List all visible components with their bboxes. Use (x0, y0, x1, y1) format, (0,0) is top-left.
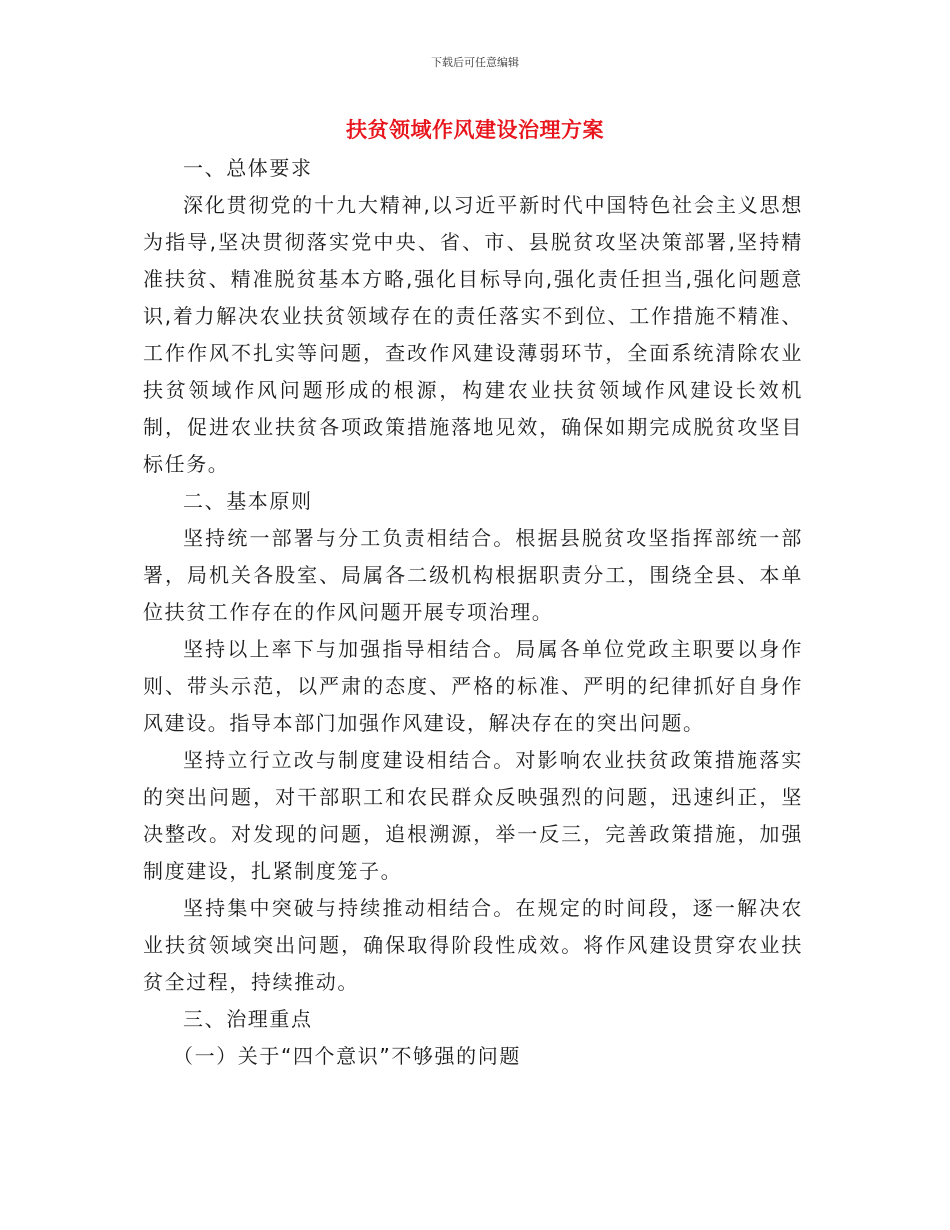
paragraph-principle-unified-deployment: 坚持统一部署与分工负责相结合。根据县脱贫攻坚指挥部统一部署，局机关各股室、局属各二级机构根据职责分工，围绕全县、本单位扶贫工作存在的作风问题开展专项治理。 (143, 526, 803, 624)
document-body (143, 150, 803, 1075)
section-heading-governance-focus: 三、治理重点 (183, 1007, 313, 1031)
header-note: 下载后可任意编辑 (431, 56, 519, 69)
document-title: 扶贫领域作风建设治理方案 (346, 118, 604, 142)
paragraph-principle-immediate-rectification: 坚持立行立改与制度建设相结合。对影响农业扶贫政策措施落实的突出问题，对干部职工和农民群众反映强烈的问题，迅速纠正，坚决整改。对发现的问题，追根溯源，举一反三，完善政策措施，加强制度建设，扎紧制度笼子。 (143, 748, 803, 883)
paragraph-principle-concentrated-breakthrough: 坚持集中突破与持续推动相结合。在规定的时间段，逐一解决农业扶贫领域突出问题，确保取得阶段性成效。将作风建设贯穿农业扶贫全过程，持续推动。 (143, 896, 803, 994)
section-heading-basic-principles: 二、基本原则 (183, 489, 313, 513)
paragraph-general-requirements: 深化贯彻党的十九大精神,以习近平新时代中国特色社会主义思想为指导,坚决贯彻落实党中央、省、市、县脱贫攻坚决策部署,坚持精准扶贫、精准脱贫基本方略,强化目标导向,强化责任担当,强化问题意识,着力解决农业扶贫领域存在的责任落实不到位、工作措施不精准、工作作风不扎实等问题，查改作风建设薄弱环节，全面系统清除农业扶贫领域作风问题形成的根源，构建农业扶贫领域作风建设长效机制，促进农业扶贫各项政策措施落地见效，确保如期完成脱贫攻坚目标任务。 (143, 193, 803, 476)
paragraph-principle-lead-by-example: 坚持以上率下与加强指导相结合。局属各单位党政主职要以身作则、带头示范，以严肃的态度、严格的标准、严明的纪律抓好自身作风建设。指导本部门加强作风建设，解决存在的突出问题。 (143, 637, 803, 735)
section-heading-general-requirements: 一、总体要求 (183, 156, 313, 180)
subsection-heading-four-consciousness: （一）关于“四个意识”不够强的问题 (173, 1044, 521, 1068)
